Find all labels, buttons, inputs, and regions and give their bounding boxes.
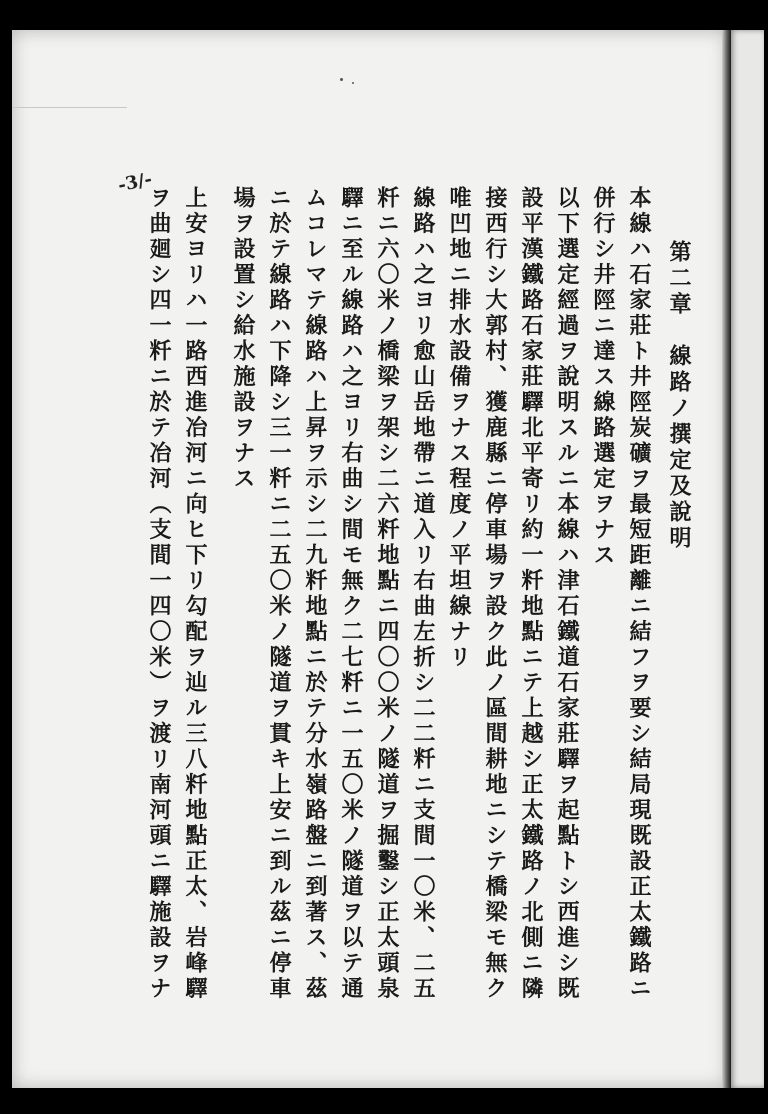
text-column: 本線ハ石家莊ト井陘炭礦ヲ最短距離ニ結フヲ要シ結局現既設正太鐵路ニ (626, 186, 652, 1002)
chapter-heading: 第二章 線路ノ撰定及說明 (666, 240, 692, 552)
text-column: 併行シ井陘ニ達ス線路選定ヲナス (590, 186, 616, 569)
text-column: ヲ曲廻シ四一粁ニ於テ冶河（支間一四〇米）ヲ渡リ南河頭ニ驛施設ヲナ (146, 186, 172, 1002)
adjacent-page-edge (731, 30, 764, 1088)
text-column: 場ヲ設置シ給水施設ヲナス (230, 186, 256, 492)
scan-speck (352, 82, 354, 84)
faint-rule (12, 107, 127, 108)
text-column: 驛ニ至ル線路ハ之ヨリ右曲シ間モ無ク二七粁ニ一五〇米ノ隧道ヲ以テ通 (338, 186, 364, 1002)
text-column: 以下選定經過ヲ說明スルニ本線ハ津石鐵道石家莊驛ヲ起點トシ西進シ既 (554, 186, 580, 1002)
text-column: 線路ハ之ヨリ愈山岳地帶ニ道入リ右曲左折シ二二粁ニ支間一〇米、二五 (410, 186, 436, 1002)
text-column: ムコレマテ線路ハ上昇ヲ示シ二九粁地點ニ於テ分水嶺路盤ニ到著ス、茲 (302, 186, 328, 1002)
page-fold (722, 30, 731, 1088)
text-column: 粁ニ六〇米ノ橋梁ヲ架シ二六粁地點ニ四〇〇米ノ隧道ヲ掘鑿シ正太頭泉 (374, 186, 400, 1002)
scan-speck (340, 78, 343, 81)
text-column: 唯凹地ニ排水設備ヲナス程度ノ平坦線ナリ (446, 186, 472, 671)
text-column: 設平漢鐵路石家莊驛北平寄リ約一粁地點ニテ上越シ正太鐵路ノ北側ニ隣 (518, 186, 544, 1002)
text-column: ニ於テ線路ハ下降シ三一粁ニ二五〇米ノ隧道ヲ貫キ上安ニ到ル茲ニ停車 (266, 186, 292, 1002)
margin-note: -3/- (116, 168, 154, 197)
text-column: 上安ヨリハ一路西進冶河ニ向ヒ下リ勾配ヲ辿ル三八粁地點正太、岩峰驛 (182, 186, 208, 1002)
text-column: 接西行シ大郭村、獲鹿縣ニ停車場ヲ設ク此ノ區間耕地ニシテ橋梁モ無ク (482, 186, 508, 1002)
